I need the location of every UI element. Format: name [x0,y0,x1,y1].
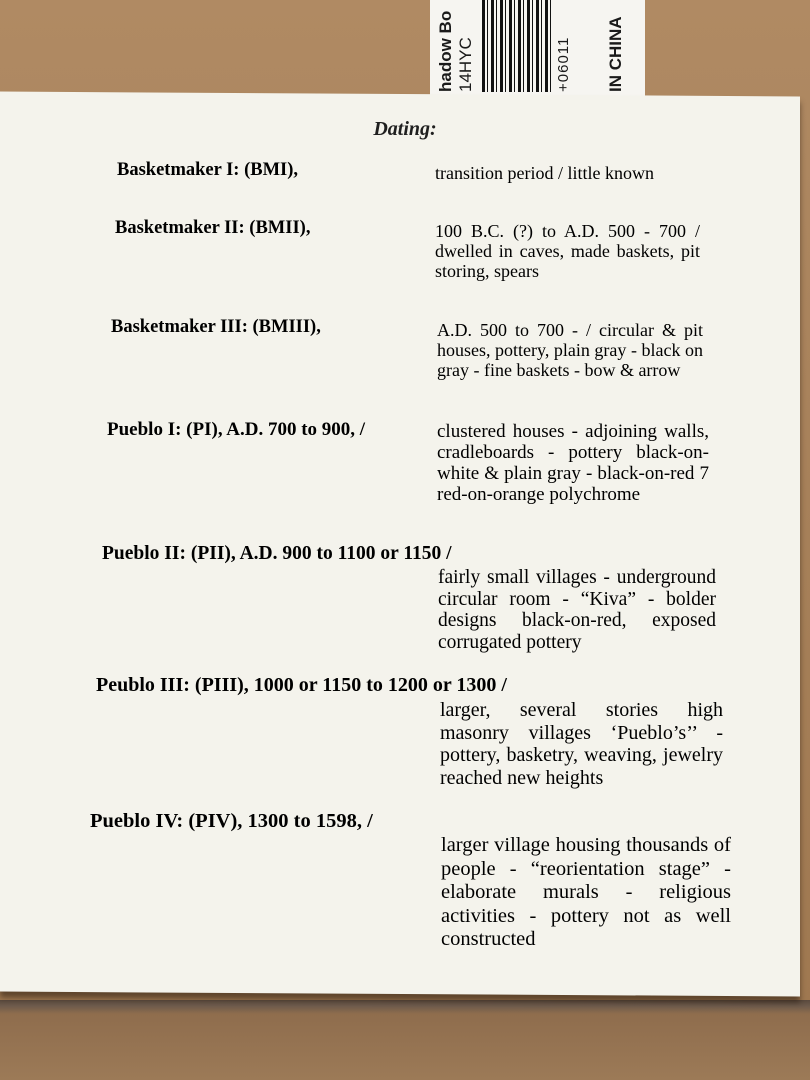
entry-period-piii: Peublo III: (PIII), 1000 or 1150 to 1200 or 1300 / [96,674,507,696]
product-barcode-label [430,0,645,98]
entry-period-pii: Pueblo II: (PII), A.D. 900 to 1100 or 1150 / [102,543,452,564]
label-origin: IN CHINA [606,16,625,92]
entry-period-bmii: Basketmaker II: (BMII), [115,218,311,238]
dating-heading: Dating: [373,118,437,140]
entry-description-bmiii: A.D. 500 to 700 - / circular & pit houses, pottery, plain gray - black on gray - fine baskets - bow & arrow [437,320,703,380]
entry-description-bmii: 100 B.C. (?) to A.D. 500 - 700 / dwelled in caves, made baskets, pit storing, spears [435,221,700,281]
entry-period-bmiii: Basketmaker III: (BMIII), [111,317,321,337]
entry-period-piv: Pueblo IV: (PIV), 1300 to 1598, / [90,810,373,832]
barcode-icon [482,0,552,92]
label-barcode-number: +06011 [555,36,572,92]
wooden-table-edge [0,1000,810,1080]
entry-description-piv: larger village housing thousands of people - “reorientation stage” - elaborate murals - religious activities - pottery not as well constructed [441,834,731,950]
entry-description-pii: fairly small villages - underground circular room - “Kiva” - bolder designs black-on-red, exposed corrugated pottery [438,567,716,653]
entry-description-pi: clustered houses - adjoining walls, cradleboards - pottery black-on-white & plain gray - black-on-red 7 red-on-orange polychrome [437,421,709,505]
entry-period-bmi: Basketmaker I: (BMI), [117,160,299,180]
entry-description-bmi: transition period / little known [435,163,654,183]
label-product-name: hadow Bo [436,10,455,92]
label-rotated-text [430,0,645,92]
entry-period-pi: Pueblo I: (PI), A.D. 700 to 900, / [107,419,366,440]
label-code: 14HYC [456,37,475,92]
entry-description-piii: larger, several stories high masonry villages ‘Pueblo’s’’ - pottery, basketry, weaving, jewelry reached new heights [440,699,723,789]
